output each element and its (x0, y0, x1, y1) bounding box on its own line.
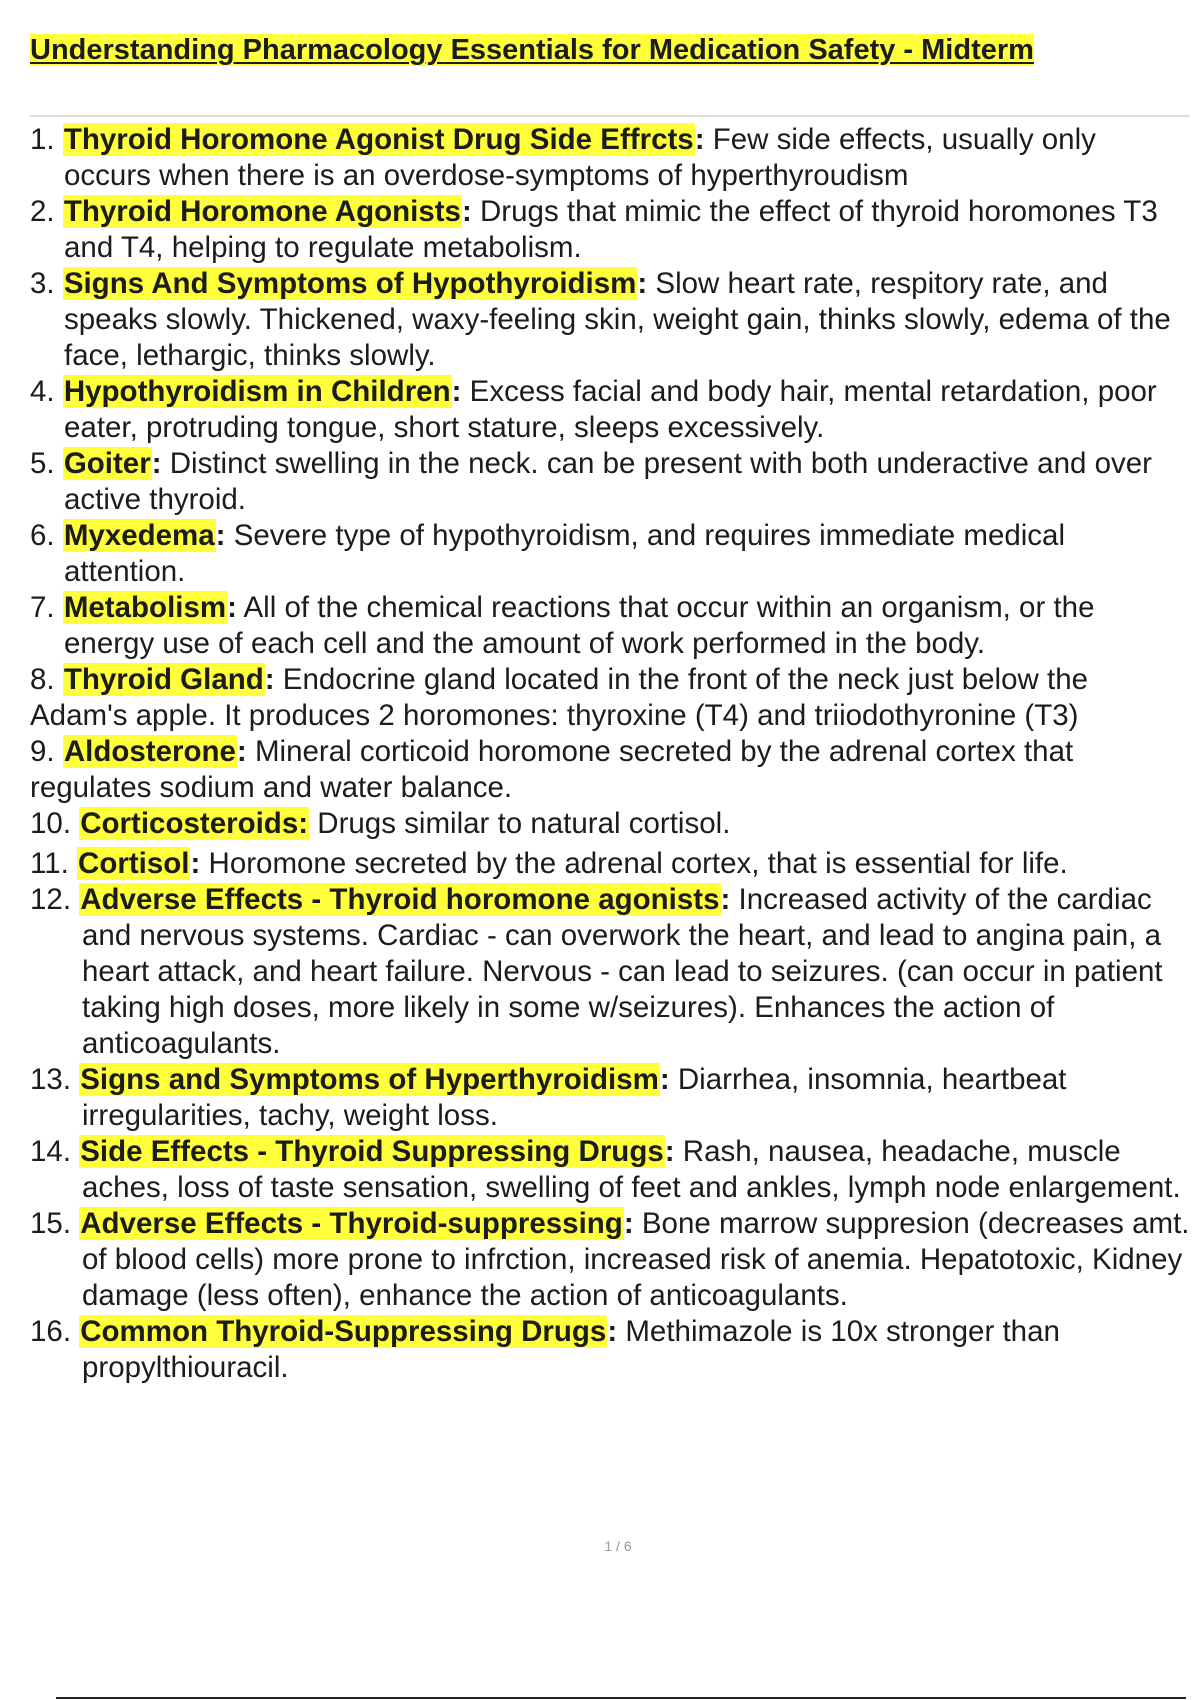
bottom-divider (56, 1697, 1186, 1699)
term-item: 1. Thyroid Horomone Agonist Drug Side Effrcts: Few side effects, usually only occurs when there is an overdose-symptoms of hyperthyroudism (30, 123, 1096, 192)
term-name: Hypothyroidism in Children (63, 375, 451, 408)
term-definition: Drugs that mimic the effect of thyroid horomones T3 and T4, helping to regulate metabolism. (64, 195, 1158, 264)
term-item (0, 806, 1200, 842)
term-name: Thyroid Horomone Agonist Drug Side Effrcts (63, 123, 694, 156)
term-definition: Increased activity of the cardiac and nervous systems. Cardiac - can overwork the heart, and lead to angina pain, a heart attack, and heart failure. Nervous - can lead to seizures. (can occur in patient taking high doses, more likely in some w/seizures). Enhances the action of anticoagulants. (82, 883, 1163, 1060)
term-definition: Methimazole is 10x stronger than propylthiouracil. (82, 1315, 1060, 1384)
term-definition: Rash, nausea, headache, muscle aches, loss of taste sensation, swelling of feet and ankles, lymph node enlargement. (82, 1135, 1181, 1204)
item-number: 12. (30, 883, 72, 916)
term-name: Adverse Effects - Thyroid horomone agonists (80, 883, 720, 916)
term-list (0, 122, 1200, 1386)
item-number: 8. (30, 663, 55, 696)
term-name: Metabolism (63, 591, 227, 624)
term-name: Common Thyroid-Suppressing Drugs (80, 1315, 607, 1348)
term-definition: Bone marrow suppresion (decreases amt. of blood cells) more prone to infrction, increased risk of anemia. Hepatotoxic, Kidney damage (less often), enhance the action of anticoagulants. (82, 1207, 1190, 1312)
term-item: 2. Thyroid Horomone Agonists: Drugs that mimic the effect of thyroid horomones T3 and T4, helping to regulate metabolism. (30, 195, 1158, 264)
item-number: 13. (30, 1063, 72, 1096)
term-name: Adverse Effects - Thyroid-suppressing (80, 1207, 623, 1240)
term-definition: Few side effects, usually only occurs when there is an overdose-symptoms of hyperthyroudism (64, 123, 1096, 192)
item-number: 10. (30, 807, 72, 840)
document-title (30, 30, 1034, 70)
term-item: 15. Adverse Effects - Thyroid-suppressing: Bone marrow suppresion (decreases amt. of blood cells) more prone to infrction, increased risk of anemia. Hepatotoxic, Kidney damage (less often), enhance the action of anticoagulants. (30, 1207, 1190, 1312)
term-definition: Drugs similar to natural cortisol. (317, 807, 731, 840)
term-definition: Endocrine gland located in the front of the neck just below the Adam's apple. It produces 2 horomones: thyroxine (T4) and triiodothyronine (T3) (30, 663, 1089, 732)
term-name: Corticosteroids: (80, 807, 309, 840)
term-definition: Horomone secreted by the adrenal cortex, that is essential for life. (208, 847, 1068, 880)
term-definition: Slow heart rate, respitory rate, and speaks slowly. Thickened, waxy-feeling skin, weight gain, thinks slowly, edema of the face, lethargic, thinks slowly. (64, 267, 1171, 372)
item-number: 7. (30, 591, 55, 624)
item-number: 5. (30, 447, 55, 480)
document-title-text: Understanding Pharmacology Essentials for Medication Safety - Midterm (30, 34, 1034, 66)
term-item: 14. Side Effects - Thyroid Suppressing Drugs: Rash, nausea, headache, muscle aches, loss of taste sensation, swelling of feet and ankles, lymph node enlargement. (30, 1135, 1181, 1204)
term-item: 6. Myxedema: Severe type of hypothyroidism, and requires immediate medical attention. (30, 519, 1066, 588)
term-item: 4. Hypothyroidism in Children: Excess facial and body hair, mental retardation, poor eater, protruding tongue, short stature, sleeps excessively. (30, 375, 1157, 444)
term-name: Aldosterone (63, 735, 236, 768)
item-number: 11. (30, 847, 69, 880)
item-number: 6. (30, 519, 55, 552)
item-number: 1. (30, 123, 55, 156)
term-name: Signs and Symptoms of Hyperthyroidism (80, 1063, 659, 1096)
term-item: 9. Aldosterone: Mineral corticoid horomone secreted by the adrenal cortex that regulates sodium and water balance. (30, 735, 1074, 804)
item-number: 3. (30, 267, 55, 300)
term-name: Goiter (63, 447, 151, 480)
term-name: Side Effects - Thyroid Suppressing Drugs (80, 1135, 664, 1168)
term-item: 11. Cortisol: Horomone secreted by the adrenal cortex, that is essential for life. (30, 847, 1068, 880)
term-name: Cortisol (78, 847, 190, 880)
term-item: 7. Metabolism: All of the chemical reactions that occur within an organism, or the energy use of each cell and the amount of work performed in the body. (30, 591, 1095, 660)
item-number: 9. (30, 735, 55, 768)
term-name: Myxedema (63, 519, 215, 552)
term-item: 3. Signs And Symptoms of Hypothyroidism: Slow heart rate, respitory rate, and speaks slowly. Thickened, waxy-feeling skin, weight gain, thinks slowly, edema of the face, lethargic, thinks slowly. (30, 267, 1171, 372)
term-name: Thyroid Horomone Agonists (63, 195, 461, 228)
term-definition: Severe type of hypothyroidism, and requires immediate medical attention. (64, 519, 1066, 588)
item-number: 4. (30, 375, 55, 408)
item-number: 16. (30, 1315, 72, 1348)
term-item: 16. Common Thyroid-Suppressing Drugs: Methimazole is 10x stronger than propylthiouracil. (30, 1315, 1060, 1384)
term-item: 12. Adverse Effects - Thyroid horomone agonists: Increased activity of the cardiac and nervous systems. Cardiac - can overwork the heart, and lead to angina pain, a heart attack, and heart failure. Nervous - can lead to seizures. (can occur in patient taking high doses, more likely in some w/seizures). Enhances the action of anticoagulants. (30, 883, 1163, 1060)
term-item: 5. Goiter: Distinct swelling in the neck. can be present with both underactive and over active thyroid. (30, 447, 1152, 516)
term-item: 13. Signs and Symptoms of Hyperthyroidism: Diarrhea, insomnia, heartbeat irregularities, tachy, weight loss. (30, 1063, 1067, 1132)
term-definition: Mineral corticoid horomone secreted by the adrenal cortex that regulates sodium and water balance. (30, 735, 1074, 804)
title-divider (30, 115, 1190, 117)
item-number: 15. (30, 1207, 72, 1240)
term-definition: Diarrhea, insomnia, heartbeat irregularities, tachy, weight loss. (82, 1063, 1067, 1132)
item-number: 14. (30, 1135, 72, 1168)
term-definition: All of the chemical reactions that occur within an organism, or the energy use of each cell and the amount of work performed in the body. (64, 591, 1095, 660)
term-name: Signs And Symptoms of Hypothyroidism (63, 267, 637, 300)
item-number: 2. (30, 195, 55, 228)
term-name: Thyroid Gland (63, 663, 264, 696)
term-definition: Distinct swelling in the neck. can be present with both underactive and over active thyroid. (64, 447, 1152, 516)
term-item: 8. Thyroid Gland: Endocrine gland located in the front of the neck just below the Adam's apple. It produces 2 horomones: thyroxine (T4) and triiodothyronine (T3) (30, 663, 1089, 732)
page-indicator: 1 / 6 (604, 1538, 632, 1554)
term-definition: Excess facial and body hair, mental retardation, poor eater, protruding tongue, short stature, sleeps excessively. (64, 375, 1157, 444)
